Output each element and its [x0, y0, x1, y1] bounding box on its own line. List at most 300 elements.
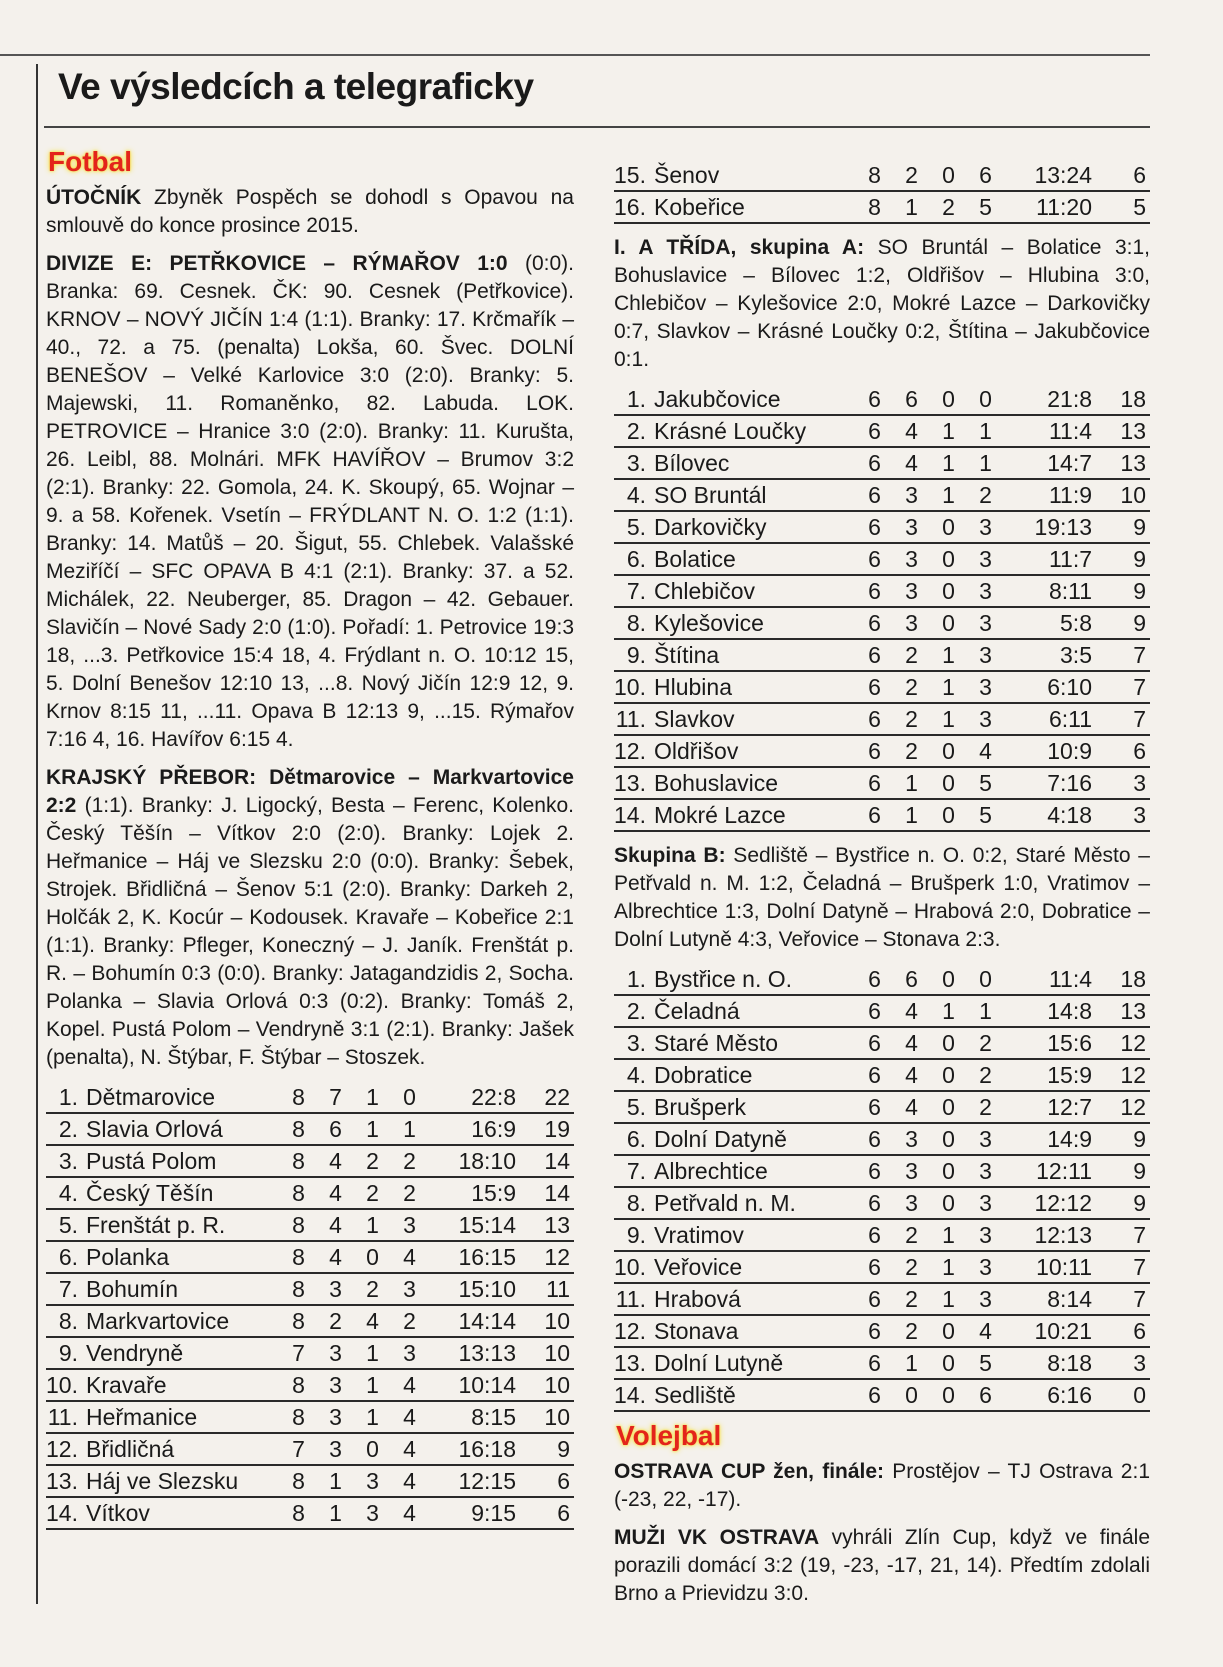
points-cell: 10 [1100, 479, 1150, 511]
score-cell: 10:11 [1004, 1251, 1100, 1283]
draws-cell: 0 [930, 1155, 967, 1187]
table-row [614, 639, 1150, 671]
position-cell: 3. [614, 447, 654, 479]
losses-cell: 3 [967, 671, 1004, 703]
points-cell: 6 [524, 1497, 574, 1529]
wins-cell: 3 [893, 575, 930, 607]
position-cell: 2. [614, 415, 654, 447]
position-cell: 13. [614, 767, 654, 799]
wins-cell: 4 [317, 1209, 354, 1241]
score-cell: 5:8 [1004, 607, 1100, 639]
team-name-cell: Albrechtice [654, 1155, 856, 1187]
position-cell: 14. [614, 799, 654, 831]
right-column [614, 160, 1150, 1618]
wins-cell: 1 [893, 191, 930, 223]
score-cell: 19:13 [1004, 511, 1100, 543]
games-played-cell: 7 [280, 1337, 317, 1369]
games-played-cell: 6 [856, 1059, 893, 1091]
draws-cell: 1 [930, 415, 967, 447]
points-cell: 9 [1100, 575, 1150, 607]
table-row [46, 1113, 574, 1145]
points-cell: 9 [1100, 511, 1150, 543]
games-played-cell: 6 [856, 1155, 893, 1187]
losses-cell: 6 [967, 160, 1004, 191]
team-name-cell: Brušperk [654, 1091, 856, 1123]
games-played-cell: 8 [280, 1082, 317, 1113]
team-name-cell: Sedliště [654, 1379, 856, 1411]
article-body: Sedliště – Bystřice n. O. 0:2, Staré Město – Petřvald n. M. 1:2, Čeladná – Brušperk 1:0, Vratimov – Albrechtice 1:3, Dolní Datyně – Hrabová 2:0, Dobratice – Dolní Lutyně 4:3, Veřovice – Stonava 2:3. [614, 844, 1150, 951]
position-cell: 6. [614, 1123, 654, 1155]
games-played-cell: 8 [280, 1273, 317, 1305]
losses-cell: 3 [967, 1219, 1004, 1251]
position-cell: 4. [614, 1059, 654, 1091]
points-cell: 12 [1100, 1027, 1150, 1059]
position-cell: 8. [46, 1305, 86, 1337]
losses-cell: 0 [967, 964, 1004, 995]
games-played-cell: 6 [856, 1123, 893, 1155]
losses-cell: 3 [967, 1251, 1004, 1283]
losses-cell: 5 [967, 767, 1004, 799]
points-cell: 22 [524, 1082, 574, 1113]
points-cell: 7 [1100, 1283, 1150, 1315]
table-row [614, 191, 1150, 223]
table-row [614, 995, 1150, 1027]
score-cell: 11:7 [1004, 543, 1100, 575]
points-cell: 13 [1100, 415, 1150, 447]
team-name-cell: Mokré Lazce [654, 799, 856, 831]
points-cell: 6 [1100, 735, 1150, 767]
losses-cell: 3 [967, 1123, 1004, 1155]
wins-cell: 1 [317, 1465, 354, 1497]
wins-cell: 6 [893, 384, 930, 415]
table-row [46, 1145, 574, 1177]
draws-cell: 0 [354, 1241, 391, 1273]
table-row [614, 1219, 1150, 1251]
table-row [614, 703, 1150, 735]
table-row [614, 964, 1150, 995]
draws-cell: 1 [930, 447, 967, 479]
score-cell: 11:4 [1004, 415, 1100, 447]
draws-cell: 0 [930, 575, 967, 607]
games-played-cell: 6 [856, 767, 893, 799]
losses-cell: 1 [967, 415, 1004, 447]
position-cell: 14. [46, 1497, 86, 1529]
draws-cell: 4 [354, 1305, 391, 1337]
points-cell: 6 [1100, 1315, 1150, 1347]
score-cell: 16:18 [428, 1433, 524, 1465]
team-name-cell: Bohumín [86, 1273, 280, 1305]
position-cell: 8. [614, 607, 654, 639]
team-name-cell: Petřvald n. M. [654, 1187, 856, 1219]
score-cell: 14:8 [1004, 995, 1100, 1027]
wins-cell: 2 [893, 1251, 930, 1283]
position-cell: 15. [614, 160, 654, 191]
table-row [46, 1465, 574, 1497]
table-row [614, 447, 1150, 479]
games-played-cell: 8 [856, 160, 893, 191]
losses-cell: 1 [967, 447, 1004, 479]
games-played-cell: 6 [856, 1091, 893, 1123]
wins-cell: 2 [893, 703, 930, 735]
points-cell: 7 [1100, 671, 1150, 703]
draws-cell: 1 [354, 1209, 391, 1241]
games-played-cell: 6 [856, 1219, 893, 1251]
team-name-cell: SO Bruntál [654, 479, 856, 511]
position-cell: 4. [46, 1177, 86, 1209]
draws-cell: 0 [930, 384, 967, 415]
losses-cell: 5 [967, 191, 1004, 223]
score-cell: 11:4 [1004, 964, 1100, 995]
points-cell: 11 [524, 1273, 574, 1305]
article-body: (0:0). Branka: 69. Cesnek. ČK: 90. Cesnek (Petřkovice). KRNOV – NOVÝ JIČÍN 1:4 (1:1). Branky: 17. Krčmařík – 40., 72. a 75. (penalta) Lokša, 60. Švec. DOLNÍ BENEŠOV – Velké Karlovice 3:0 (2:0). Branky: 5. Majewski, 11. Romaněnko, 82. Labuda. LOK. PETROVICE – Hranice 3:0 (2:0). Branky: 11. Kurušta, 26. Leibl, 88. Molnári. MFK HAVÍŘOV – Brumov 3:2 (2:1). Branky: 22. Gomola, 24. K. Skoupý, 65. Wojnar – 9. a 58. Kořenek. Vsetín – FRÝDLANT N. O. 1:2 (1:1). Branky: 14. Matůš – 20. Šigut, 55. Chlebek. Valašské Meziříčí – SFC OPAVA B 4:1 (2:1). Branky: 37. a 52. Michálek, 22. Neuberger, 85. Dragon – 42. Gebauer. Slavičín – Nové Sady 2:0 (1:0). Pořadí: 1. Petrovice 19:3 18, ...3. Petřkovice 15:4 18, 4. Frýdlant n. O. 10:12 15, 5. Dolní Benešov 12:10 13, ...8. Nový Jičín 12:9 12, 9. Krnov 8:15 11, ...11. Opava B 12:13 9, ...15. Rýmařov 7:16 4, 16. Havířov 6:15 4. [46, 252, 574, 751]
score-cell: 14:14 [428, 1305, 524, 1337]
points-cell: 13 [1100, 447, 1150, 479]
table-row [614, 1187, 1150, 1219]
draws-cell: 0 [930, 1123, 967, 1155]
table-row [614, 415, 1150, 447]
article-body: (1:1). Branky: J. Ligocký, Besta – Ferenc, Kolenko. Český Těšín – Vítkov 2:0 (2:0). Branky: Lojek 2. Heřmanice – Háj ve Slezsku 2:0 (0:0). Branky: Šebek, Strojek. Břidličná – Šenov 5:1 (2:0). Branky: Darkeh 2, Holčák 2, K. Kocúr – Kodousek. Kravaře – Kobeřice 2:1 (1:1). Branky: Pfleger, Koneczný – J. Janík. Frenštát p. R. – Bohumín 0:3 (0:0). Branky: Jatagandzidis 2, Socha. Polanka – Slavia Orlová 0:3 (0:2). Branky: Tomáš 2, Kopel. Pustá Polom – Vendryně 3:1 (2:1). Branky: Jašek (penalta), N. Štýbar, F. Štýbar – Stoszek. [46, 794, 574, 1069]
draws-cell: 1 [930, 1283, 967, 1315]
table-row [46, 1433, 574, 1465]
score-cell: 8:14 [1004, 1283, 1100, 1315]
table-row [614, 1059, 1150, 1091]
losses-cell: 3 [391, 1337, 428, 1369]
team-name-cell: Šenov [654, 160, 856, 191]
wins-cell: 1 [317, 1497, 354, 1529]
article-krajsky-prebor [46, 764, 574, 1072]
wins-cell: 1 [893, 767, 930, 799]
article-lead: DIVIZE E: PETŘKOVICE – RÝMAŘOV 1:0 [46, 252, 508, 275]
article-body: Prostějov – TJ Ostrava 2:1 (-23, 22, -17). [614, 1460, 1150, 1511]
points-cell: 14 [524, 1145, 574, 1177]
score-cell: 9:15 [428, 1497, 524, 1529]
table-row [614, 735, 1150, 767]
article-lead: OSTRAVA CUP žen, finále: [614, 1460, 885, 1483]
team-name-cell: Stonava [654, 1315, 856, 1347]
points-cell: 14 [524, 1177, 574, 1209]
score-cell: 11:20 [1004, 191, 1100, 223]
points-cell: 0 [1100, 1379, 1150, 1411]
losses-cell: 3 [967, 543, 1004, 575]
score-cell: 4:18 [1004, 799, 1100, 831]
article-skupina-b [614, 842, 1150, 954]
standings-skupina-a [614, 384, 1150, 832]
points-cell: 9 [1100, 607, 1150, 639]
games-played-cell: 6 [856, 639, 893, 671]
draws-cell: 0 [930, 1187, 967, 1219]
section-title-fotbal: Fotbal [48, 146, 132, 177]
team-name-cell: Dolní Lutyně [654, 1347, 856, 1379]
games-played-cell: 8 [280, 1369, 317, 1401]
games-played-cell: 8 [280, 1305, 317, 1337]
wins-cell: 3 [317, 1433, 354, 1465]
table-row [614, 1379, 1150, 1411]
article-ostrava-cup [614, 1458, 1150, 1514]
team-name-cell: Kravaře [86, 1369, 280, 1401]
score-cell: 13:24 [1004, 160, 1100, 191]
draws-cell: 0 [930, 1379, 967, 1411]
score-cell: 13:13 [428, 1337, 524, 1369]
team-name-cell: Štítina [654, 639, 856, 671]
table-row [46, 1337, 574, 1369]
games-played-cell: 8 [280, 1209, 317, 1241]
wins-cell: 3 [893, 543, 930, 575]
article-body: Zbyněk Pospěch se dohodl s Opavou na smlouvě do konce prosince 2015. [46, 186, 574, 237]
losses-cell: 2 [391, 1305, 428, 1337]
table-row [46, 1177, 574, 1209]
games-played-cell: 6 [856, 607, 893, 639]
team-name-cell: Háj ve Slezsku [86, 1465, 280, 1497]
losses-cell: 4 [391, 1433, 428, 1465]
table-row [46, 1241, 574, 1273]
draws-cell: 3 [354, 1497, 391, 1529]
headline-rule [44, 126, 1150, 128]
position-cell: 12. [614, 1315, 654, 1347]
points-cell: 12 [1100, 1091, 1150, 1123]
points-cell: 3 [1100, 1347, 1150, 1379]
article-lead: KRAJSKÝ PŘEBOR: Dětmarovice – Markvartovice 2:2 [46, 766, 574, 817]
losses-cell: 4 [391, 1497, 428, 1529]
page-headline: Ve výsledcích a telegraficky [58, 66, 534, 107]
points-cell: 9 [1100, 543, 1150, 575]
section-title-volejbal: Volejbal [616, 1420, 722, 1451]
games-played-cell: 6 [856, 575, 893, 607]
team-name-cell: Krásné Loučky [654, 415, 856, 447]
wins-cell: 4 [893, 415, 930, 447]
wins-cell: 3 [893, 1123, 930, 1155]
team-name-cell: Frenštát p. R. [86, 1209, 280, 1241]
draws-cell: 1 [354, 1337, 391, 1369]
points-cell: 9 [1100, 1187, 1150, 1219]
team-name-cell: Pustá Polom [86, 1145, 280, 1177]
wins-cell: 4 [893, 1027, 930, 1059]
points-cell: 5 [1100, 191, 1150, 223]
wins-cell: 4 [893, 447, 930, 479]
position-cell: 11. [46, 1401, 86, 1433]
table-row [46, 1209, 574, 1241]
games-played-cell: 6 [856, 964, 893, 995]
team-name-cell: Vratimov [654, 1219, 856, 1251]
table-row [614, 799, 1150, 831]
points-cell: 10 [524, 1305, 574, 1337]
points-cell: 10 [524, 1369, 574, 1401]
score-cell: 15:9 [428, 1177, 524, 1209]
points-cell: 7 [1100, 1219, 1150, 1251]
standings-skupina-b [614, 964, 1150, 1412]
games-played-cell: 6 [856, 799, 893, 831]
losses-cell: 3 [967, 575, 1004, 607]
points-cell: 6 [524, 1465, 574, 1497]
losses-cell: 6 [967, 1379, 1004, 1411]
table-row [614, 511, 1150, 543]
team-name-cell: Jakubčovice [654, 384, 856, 415]
wins-cell: 3 [893, 511, 930, 543]
games-played-cell: 8 [280, 1113, 317, 1145]
score-cell: 15:9 [1004, 1059, 1100, 1091]
team-name-cell: Bolatice [654, 543, 856, 575]
wins-cell: 3 [317, 1401, 354, 1433]
team-name-cell: Darkovičky [654, 511, 856, 543]
draws-cell: 0 [930, 1027, 967, 1059]
table-row [614, 160, 1150, 191]
wins-cell: 4 [893, 995, 930, 1027]
team-name-cell: Hrabová [654, 1283, 856, 1315]
draws-cell: 1 [354, 1401, 391, 1433]
position-cell: 5. [614, 1091, 654, 1123]
wins-cell: 2 [893, 1219, 930, 1251]
games-played-cell: 8 [280, 1401, 317, 1433]
score-cell: 6:11 [1004, 703, 1100, 735]
score-cell: 10:9 [1004, 735, 1100, 767]
wins-cell: 3 [893, 1155, 930, 1187]
points-cell: 10 [524, 1337, 574, 1369]
position-cell: 1. [46, 1082, 86, 1113]
losses-cell: 3 [967, 639, 1004, 671]
position-cell: 5. [614, 511, 654, 543]
games-played-cell: 8 [280, 1145, 317, 1177]
losses-cell: 2 [967, 1091, 1004, 1123]
standings-krajsky-prebor [46, 1082, 574, 1530]
losses-cell: 3 [391, 1273, 428, 1305]
points-cell: 7 [1100, 1251, 1150, 1283]
table-row [614, 384, 1150, 415]
score-cell: 12:11 [1004, 1155, 1100, 1187]
team-name-cell: Vítkov [86, 1497, 280, 1529]
draws-cell: 0 [930, 1091, 967, 1123]
losses-cell: 2 [967, 479, 1004, 511]
draws-cell: 0 [930, 1315, 967, 1347]
score-cell: 10:21 [1004, 1315, 1100, 1347]
wins-cell: 3 [317, 1337, 354, 1369]
score-cell: 3:5 [1004, 639, 1100, 671]
table-row [46, 1082, 574, 1113]
games-played-cell: 6 [856, 415, 893, 447]
score-cell: 12:7 [1004, 1091, 1100, 1123]
losses-cell: 4 [967, 735, 1004, 767]
position-cell: 8. [614, 1187, 654, 1219]
points-cell: 9 [524, 1433, 574, 1465]
table-row [46, 1305, 574, 1337]
table-row [46, 1273, 574, 1305]
score-cell: 18:10 [428, 1145, 524, 1177]
draws-cell: 0 [930, 735, 967, 767]
points-cell: 13 [524, 1209, 574, 1241]
team-name-cell: Dobratice [654, 1059, 856, 1091]
draws-cell: 1 [354, 1369, 391, 1401]
draws-cell: 3 [354, 1465, 391, 1497]
losses-cell: 4 [967, 1315, 1004, 1347]
team-name-cell: Bystřice n. O. [654, 964, 856, 995]
table-row [614, 671, 1150, 703]
wins-cell: 3 [317, 1273, 354, 1305]
table-row [614, 1315, 1150, 1347]
score-cell: 10:14 [428, 1369, 524, 1401]
position-cell: 14. [614, 1379, 654, 1411]
losses-cell: 4 [391, 1369, 428, 1401]
points-cell: 9 [1100, 1155, 1150, 1187]
score-cell: 8:15 [428, 1401, 524, 1433]
points-cell: 12 [524, 1241, 574, 1273]
team-name-cell: Polanka [86, 1241, 280, 1273]
games-played-cell: 6 [856, 1379, 893, 1411]
score-cell: 12:15 [428, 1465, 524, 1497]
score-cell: 16:9 [428, 1113, 524, 1145]
table-row [614, 607, 1150, 639]
wins-cell: 2 [893, 160, 930, 191]
draws-cell: 2 [354, 1273, 391, 1305]
position-cell: 7. [614, 1155, 654, 1187]
position-cell: 11. [614, 1283, 654, 1315]
standings-krajsky-prebor-continued [614, 160, 1150, 224]
wins-cell: 1 [893, 799, 930, 831]
draws-cell: 0 [930, 160, 967, 191]
score-cell: 12:13 [1004, 1219, 1100, 1251]
losses-cell: 4 [391, 1465, 428, 1497]
games-played-cell: 8 [280, 1241, 317, 1273]
wins-cell: 3 [893, 1187, 930, 1219]
position-cell: 1. [614, 964, 654, 995]
points-cell: 3 [1100, 799, 1150, 831]
losses-cell: 4 [391, 1401, 428, 1433]
table-row [614, 1091, 1150, 1123]
draws-cell: 1 [930, 703, 967, 735]
losses-cell: 2 [391, 1145, 428, 1177]
draws-cell: 1 [930, 995, 967, 1027]
draws-cell: 0 [930, 799, 967, 831]
losses-cell: 2 [391, 1177, 428, 1209]
position-cell: 11. [614, 703, 654, 735]
games-played-cell: 6 [856, 384, 893, 415]
position-cell: 10. [614, 1251, 654, 1283]
games-played-cell: 6 [856, 1283, 893, 1315]
position-cell: 9. [614, 639, 654, 671]
wins-cell: 2 [893, 671, 930, 703]
games-played-cell: 6 [856, 995, 893, 1027]
team-name-cell: Kobeřice [654, 191, 856, 223]
losses-cell: 0 [967, 384, 1004, 415]
points-cell: 6 [1100, 160, 1150, 191]
team-name-cell: Oldřišov [654, 735, 856, 767]
points-cell: 10 [524, 1401, 574, 1433]
article-vk-ostrava [614, 1524, 1150, 1608]
position-cell: 7. [46, 1273, 86, 1305]
wins-cell: 2 [893, 639, 930, 671]
games-played-cell: 6 [856, 447, 893, 479]
games-played-cell: 6 [856, 543, 893, 575]
team-name-cell: Hlubina [654, 671, 856, 703]
table-row [46, 1497, 574, 1529]
wins-cell: 6 [893, 964, 930, 995]
draws-cell: 0 [930, 543, 967, 575]
losses-cell: 1 [967, 995, 1004, 1027]
position-cell: 3. [46, 1145, 86, 1177]
position-cell: 13. [614, 1347, 654, 1379]
wins-cell: 4 [317, 1241, 354, 1273]
games-played-cell: 8 [280, 1177, 317, 1209]
score-cell: 15:14 [428, 1209, 524, 1241]
position-cell: 7. [614, 575, 654, 607]
wins-cell: 2 [893, 1315, 930, 1347]
wins-cell: 1 [893, 1347, 930, 1379]
table-row [46, 1401, 574, 1433]
article-body: vyhráli Zlín Cup, když ve finále porazili domácí 3:2 (19, -23, -17, 21, 14). Předtím zdolali Brno a Prievidzu 3:0. [614, 1526, 1150, 1605]
losses-cell: 3 [391, 1209, 428, 1241]
team-name-cell: Bílovec [654, 447, 856, 479]
points-cell: 18 [1100, 964, 1150, 995]
draws-cell: 0 [930, 607, 967, 639]
position-cell: 13. [46, 1465, 86, 1497]
losses-cell: 3 [967, 703, 1004, 735]
